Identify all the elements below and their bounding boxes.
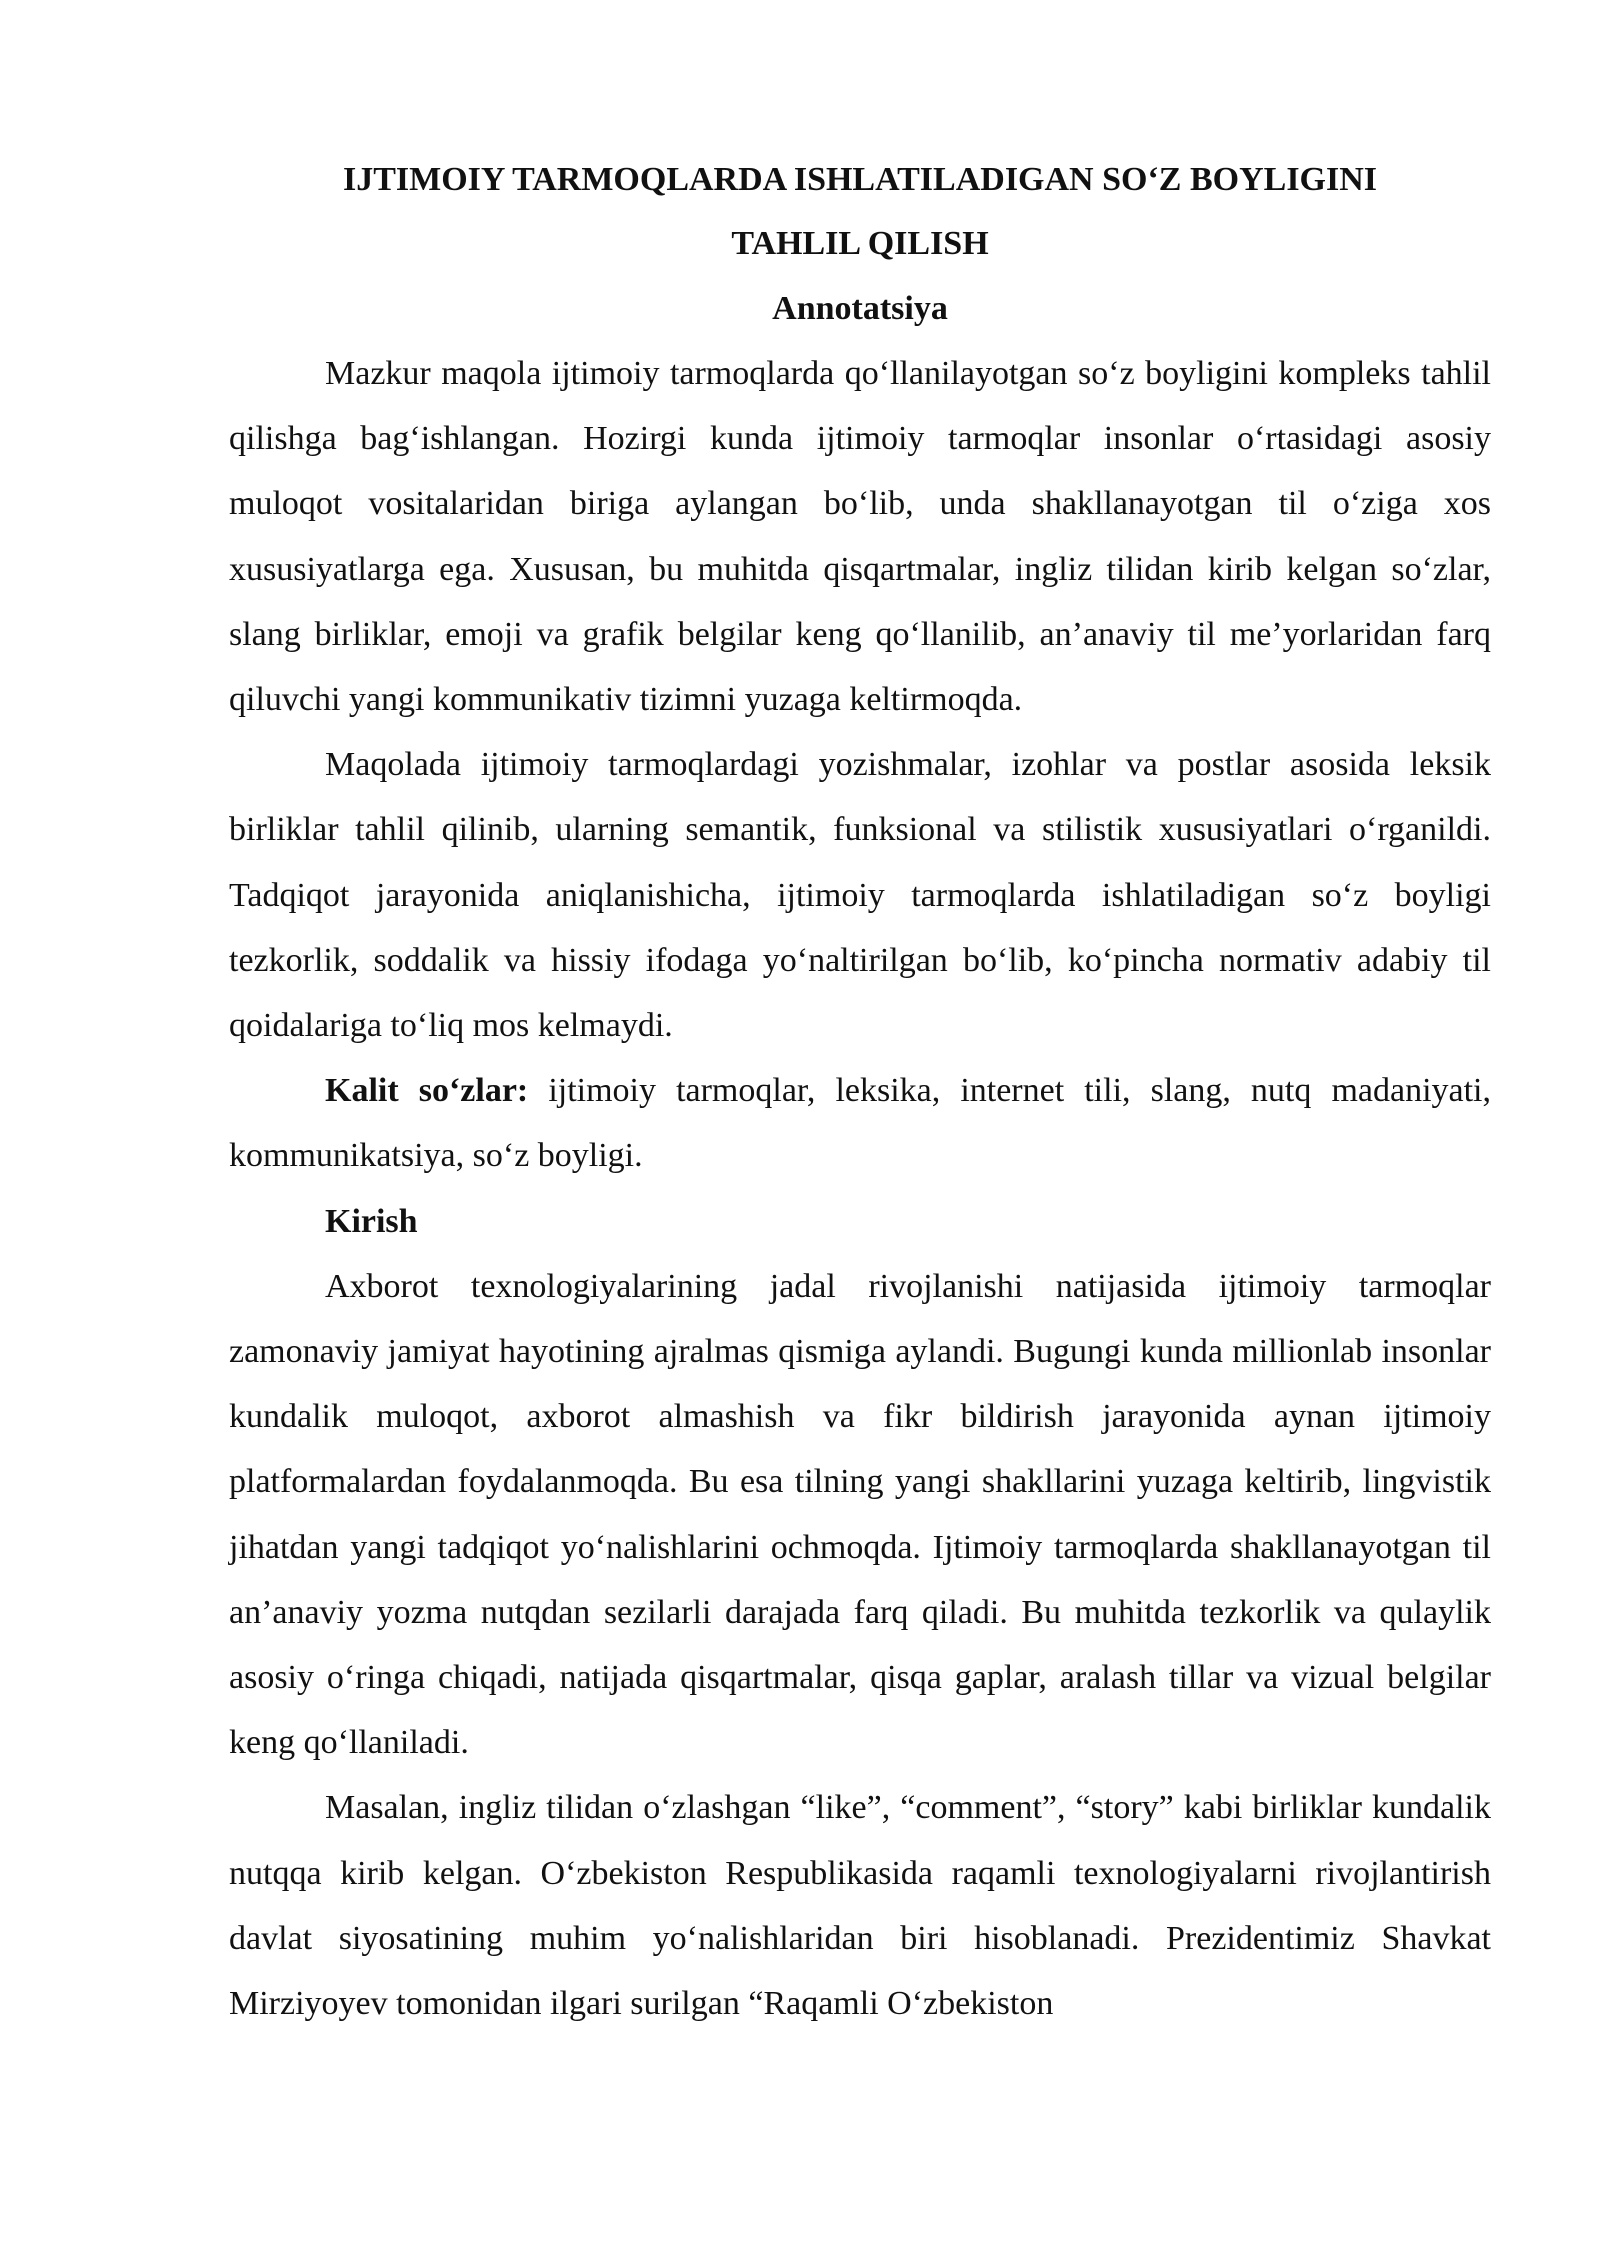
keywords-label: Kalit so‘zlar: <box>325 1072 529 1110</box>
title-line-1: IJTIMOIY TARMOQLARDA ISHLATILADIGAN SO‘Z BOYLIGINI <box>342 161 1378 198</box>
intro-paragraph-1: Axborot texnologiyalarining jadal rivojlanishi natijasida ijtimoiy tarmoqlar zamonaviy jamiyat hayotining ajralmas qismiga aylandi. Bugungi kunda millionlab insonlar kundalik muloqot, axborot almashish va fikr bildirish jarayonida aynan ijtimoiy platformalardan foydalanmoqda. Bu esa tilning yangi shakllarini yuzaga keltirib, lingvistik jihatdan yangi tadqiqot yo‘nalishlarini ochmoqda. Ijtimoiy tarmoqlarda shakllanayotgan til an’anaviy yozma nutqdan sezilarli darajada farq qiladi. Bu muhitda tezkorlik va qulaylik asosiy o‘ringa chiqadi, natijada qisqartmalar, qisqa gaplar, aralash tillar va vizual belgilar keng qo‘llaniladi. <box>229 1267 1491 1762</box>
abstract-paragraph-1: Mazkur maqola ijtimoiy tarmoqlarda qo‘llanilayotgan so‘z boyligini kompleks tahlil qilishga bag‘ishlangan. Hozirgi kunda ijtimoiy tarmoqlar insonlar o‘rtasidagi asosiy muloqot vositalaridan biriga aylangan bo‘lib, unda shakllanayotgan til o‘ziga xos xususiyatlarga ega. Xususan, bu muhitda qisqartmalar, ingliz tilidan kirib kelgan so‘zlar, slang birliklar, emoji va grafik belgilar keng qo‘llanilib, an’anaviy til me’yorlaridan farq qiluvchi yangi kommunikativ tizimni yuzaga keltirmoqda. <box>229 355 1491 719</box>
intro-heading: Kirish <box>325 1202 418 1240</box>
title-line-2: TAHLIL QILISH <box>731 225 989 262</box>
document-page <box>229 148 1491 2036</box>
keywords-text: ijtimoiy tarmoqlar, leksika, internet tili, slang, nutq madaniyati, kommunikatsiya, so‘z boyligi. <box>229 1072 1492 1175</box>
intro-paragraph-2: Masalan, ingliz tilidan o‘zlashgan “like”, “comment”, “story” kabi birliklar kundalik nutqqa kirib kelgan. O‘zbekiston Respublikasida raqamli texnologiyalarni rivojlantirish davlat siyosatining muhim yo‘nalishlaridan biri hisoblanadi. Prezidentimiz Shavkat Mirziyoyev tomonidan ilgari surilgan “Raqamli O‘zbekiston <box>229 1789 1491 2023</box>
keywords-paragraph <box>229 1058 1491 1188</box>
abstract-paragraph-2: Maqolada ijtimoiy tarmoqlardagi yozishmalar, izohlar va postlar asosida leksik birliklar tahlil qilinib, ularning semantik, funksional va stilistik xususiyatlari o‘rganildi. Tadqiqot jarayonida aniqlanishicha, ijtimoiy tarmoqlarda ishlatiladigan so‘z boyligi tezkorlik, soddalik va hissiy ifodaga yo‘naltirilgan bo‘lib, ko‘pincha normativ adabiy til qoidalariga to‘liq mos kelmaydi. <box>229 746 1491 1045</box>
abstract-heading: Annotatsiya <box>772 290 948 327</box>
